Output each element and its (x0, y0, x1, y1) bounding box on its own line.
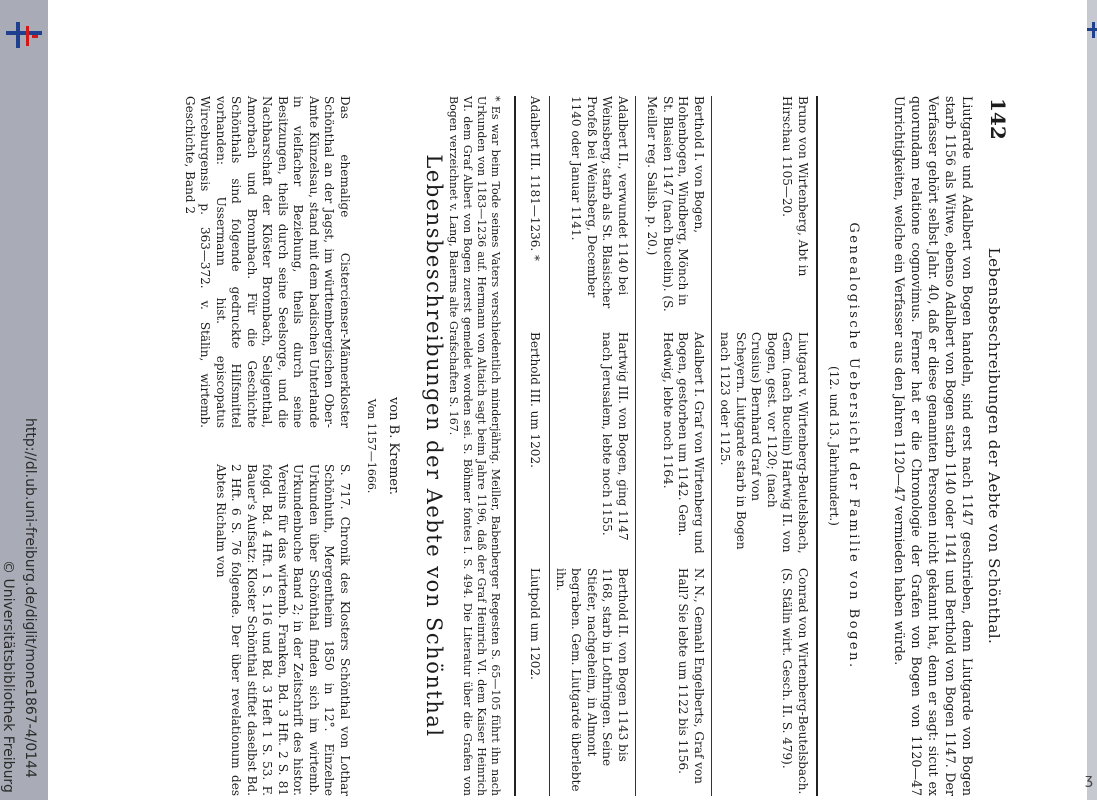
footnote: * Es war beim Tode seines Vaters verschiedentlich minderjährig. Meiller, Babenberger Regesten S. 65—105 führt ihn nach Urkunden von 1183—1236 auf. Hermann von Altaich sagt beim Jahre 1196, daß der Graf Heinrich VI. dem Kaiser Heinrich VI. dem Graf Albert von Bogen zuerst gemeldet worden sei. S. Böhmer fontes I. S. 494. Die Literatur über die Grafen von Bogen verzeichnet v. Lang, Baierns alte Grafschaften S. 167. (447, 96, 502, 796)
page-number: 142 (986, 98, 1010, 140)
table-cell: Bruno von Wirtenberg, Abt in Hirschau 1105—20. (780, 96, 810, 277)
genealogy-subtitle: (12. und 13. Jahrhundert.) (827, 366, 841, 526)
table-cell: Liutpold um 1202. (528, 568, 542, 680)
table-cell: Berthold III. um 1202. (528, 332, 542, 468)
viewer-right-strip (1087, 0, 1097, 800)
table-cell: Adalbert II., verwundet 1140 bei Weinsberg, starb als St. Blasischer Profeß bei Weinsberg, December 1140 oder Januar 1141. (569, 96, 630, 309)
page-header (982, 96, 1010, 796)
running-head: Lebensbeschreibungen der Aebte von Schönthal. (985, 247, 1003, 645)
table-cell: Hartwig III. von Bogen, ging 1147 nach Jerusalem, lebte noch 1155. (600, 332, 630, 541)
table-cell: Adalbert I. Graf von Wirtenberg und Bogen, gestorben um 1142. Gem. Hedwig, lebte noch 1164. (661, 332, 706, 554)
digitalisat-logo-small-icon (1087, 20, 1097, 40)
credit-copyright: © Universitätsbibliothek Freiburg (0, 560, 16, 793)
table-rule (549, 96, 550, 796)
table-cell: Berthold II. von Bogen 1143 bis 1168, starb in Lothringen. Seine Stiefer, nachgeheim, in Almont begraben. Gem. Liutgarde überlebte ihn. (554, 568, 630, 792)
credit-bar (0, 0, 54, 800)
genealogy-title: Genealogische Uebersicht der Familie von Bogen. (846, 222, 861, 670)
page-edge-mark: ʒ (1085, 772, 1094, 788)
credit-url[interactable]: http://dl.ub.uni-freiburg.de/diglit/mone1867-4/0144 (22, 418, 38, 778)
table-bottom-rule (514, 96, 516, 796)
section-author: von B. Kremer. (386, 396, 401, 496)
table-cell: Adalbert III. 1181—1236. * (528, 96, 542, 262)
table-rule (635, 96, 636, 796)
body-column-left: Das ehemalige Cistercienser-Männerkloster Schönthal an der Jagst, im württembergischen Ober-Amte Künzelsau, stand mit dem badischen Unterlande in vielfacher Beziehung, theils durch seine Besitzungen, theils durch seine Seelsorge, und die Nachbarschaft der Klöster Bronnbach, Seligenthal, Amorbach und Bronnbach. Für die Geschichte Schönthals sind folgende gedruckte Hilfsmittel vorhanden: Ussermann hist. episcopatus Wirceburgensis p. 363—372. v. Stälin, wirtemb. Geschichte, Band 2 (183, 96, 352, 428)
intro-paragraph: Liutgarde und Adalbert von Bogen handeln, sind erst nach 1147 geschrieben, denn Liutgarde von Bogen starb 1156 als Witwe, ebenso Adalbert von Bogen starb 1140 oder 1141 und Berthold von Bogen 1147. Der Verfasser gehört selbst Jahr. 40, daß er diese genannten Personen nicht gekannt hat, denn er sagt: sicut ex quorundam relatione cognovimus. Ferner hat er die Chronologie der Grafen von Bogen von 1120—47 Unrichtigkeiten, welche ein Verfasser aus den Jahren 1120—47 vermieden haben würde. (892, 96, 975, 796)
section-years: Von 1157—1666. (365, 398, 378, 494)
table-rule (711, 96, 712, 796)
table-cell: N. N., Gemahl Engelberts, Graf von Hall? Sie lebte um 1122 bis 1156. (676, 568, 706, 784)
table-cell: Liutgard v. Wirtenberg-Beutelsbach, Gem. (nach Bucelin) Hartwig II. von Bogen, gest. vor 1120; (nach Crusius) Bernhard Graf von Scheyern. Liutgarde starb in Bogen nach 1123 oder 1125. (718, 332, 810, 554)
table-cell: Conrad von Wirtenberg-Beutelsbach. (S. Stälin wirt. Gesch. II. S. 479). (780, 568, 810, 795)
section-title: Lebensbeschreibungen der Aebte von Schönthal (422, 154, 446, 738)
table-top-rule (816, 96, 818, 796)
table-cell: Berthold I. von Bogen, Hohenbogen, Windberg, Mönch in St. Blasien 1147 (nach Bucelin). (S. Meiller reg. Salisb. p. 20.) (645, 96, 706, 312)
body-column-right: S. 717. Chronik des Klosters Schönthal von Lothar Schönhuth, Mergentheim 1850 in 12°. Einzelne Urkunden über Schönthal finden sich im wirtemb. Urkundenbuche Band 2; in der Zeitschrift des histor. Vereins für das wirtemb. Franken, Bd. 3 Hft. 2 S. 81 folgd. Bd. 4 Hft. 1 S. 116 und Bd. 3 Heft 1 S. 53. F. Bauer's Aufsatz: Kloster Schönthal stiftet daselbst Bd. 2 Hft. 6 S. 76 folgende. Der über revelationum des Abtes Richalm von (214, 464, 352, 796)
scanned-page (162, 96, 1010, 796)
